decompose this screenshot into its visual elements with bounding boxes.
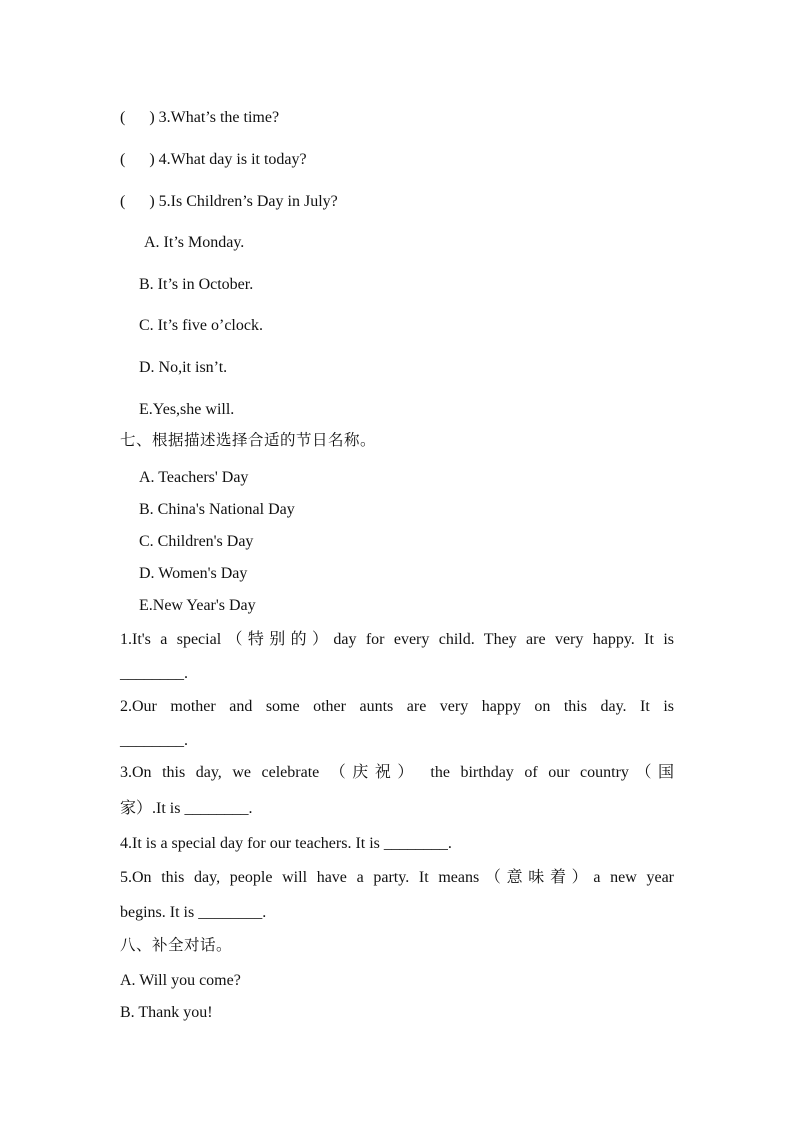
description-2-line-2: ________. <box>120 732 188 749</box>
matching-option-a: A. It’s Monday. <box>144 234 245 251</box>
matching-option-c: C. It’s five o’clock. <box>139 317 263 334</box>
festival-option-b: B. China's National Day <box>139 501 295 518</box>
festival-option-e: E.New Year's Day <box>139 597 256 614</box>
festival-option-a: A. Teachers' Day <box>139 469 249 486</box>
description-2-line-1: 2.Our mother and some other aunts are very happy on this day. It is <box>120 698 674 715</box>
section-8-heading: 八、补全对话。 <box>120 936 233 954</box>
festival-option-c: C. Children's Day <box>139 533 254 550</box>
description-4: 4.It is a special day for our teachers. It is ________. <box>120 835 452 852</box>
matching-question-3: ( ) 3.What’s the time? <box>120 109 280 126</box>
dialogue-option-a: A. Will you come? <box>120 972 241 989</box>
matching-option-d: D. No,it isn’t. <box>139 359 228 376</box>
matching-question-5: ( ) 5.Is Children’s Day in July? <box>120 193 338 210</box>
description-5-line-2: begins. It is ________. <box>120 904 267 921</box>
matching-option-e: E.Yes,she will. <box>139 401 235 418</box>
description-5-line-1: 5.On this day, people will have a party. It means（意味着）a new year <box>120 869 674 886</box>
section-7-heading: 七、根据描述选择合适的节日名称。 <box>120 431 377 449</box>
matching-option-b: B. It’s in October. <box>139 276 254 293</box>
description-3-line-1: 3.On this day, we celebrate （庆祝） the birthday of our country（国 <box>120 764 674 781</box>
description-3-line-2: 家）.It is ________. <box>120 800 253 817</box>
matching-question-4: ( ) 4.What day is it today? <box>120 151 307 168</box>
festival-option-d: D. Women's Day <box>139 565 248 582</box>
description-1-line-2: ________. <box>120 665 188 682</box>
dialogue-option-b: B. Thank you! <box>120 1004 213 1021</box>
description-1-line-1: 1.It's a special（特别的）day for every child. They are very happy. It is <box>120 631 674 648</box>
